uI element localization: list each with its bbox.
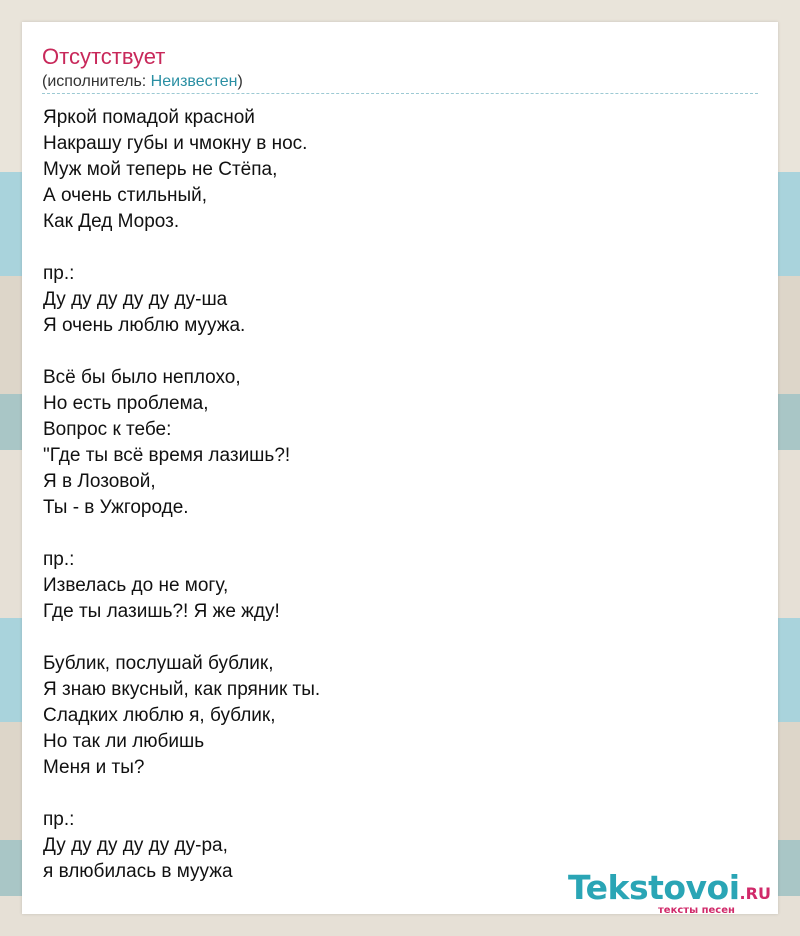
logo-tagline: тексты песен: [658, 905, 735, 916]
lyric-line: Всё бы было неплохо,: [43, 367, 241, 388]
lyric-line: Ты - в Ужгороде.: [43, 497, 189, 518]
lyric-line: я влюбилась в муужа: [43, 861, 233, 882]
lyric-line: Муж мой теперь не Стёпа,: [43, 159, 278, 180]
lyric-line: пр.:: [43, 809, 75, 830]
lyric-line: [43, 521, 320, 547]
lyric-line: Вопрос к тебе:: [43, 419, 172, 440]
lyric-line: А очень стильный,: [43, 185, 208, 206]
lyric-line: Ду ду ду ду ду ду-ша: [43, 289, 228, 310]
lyric-line: пр.:: [43, 263, 75, 284]
artist-suffix: ): [237, 73, 243, 90]
site-logo[interactable]: [568, 868, 771, 916]
lyric-line: Но есть проблема,: [43, 393, 209, 414]
lyric-line: [43, 781, 320, 807]
divider: [42, 93, 758, 94]
lyric-line: Я в Лозовой,: [43, 471, 156, 492]
lyrics-card: [22, 22, 778, 914]
artist-link[interactable]: Неизвестен: [150, 73, 238, 90]
song-title: Отсутствует: [42, 44, 166, 69]
lyric-line: Меня и ты?: [43, 757, 145, 778]
artist-line: [42, 73, 243, 91]
lyric-line: Но так ли любишь: [43, 731, 205, 752]
lyric-line: "Где ты всё время лазишь?!: [43, 445, 291, 466]
lyric-line: Я очень люблю муужа.: [43, 315, 246, 336]
artist-prefix: (исполнитель:: [42, 73, 151, 90]
lyric-line: Яркой помадой красной: [43, 107, 255, 128]
lyric-line: пр.:: [43, 549, 75, 570]
logo-tld: .RU: [739, 884, 771, 903]
logo-text: Tekstovoi: [568, 868, 740, 907]
lyric-line: [43, 339, 320, 365]
lyric-line: Накрашу губы и чмокну в нос.: [43, 133, 308, 154]
lyric-line: Сладких люблю я, бублик,: [43, 705, 276, 726]
lyric-line: Ду ду ду ду ду ду-ра,: [43, 835, 228, 856]
lyric-line: [43, 625, 320, 651]
lyric-line: Где ты лазишь?! Я же жду!: [43, 601, 280, 622]
lyric-line: [43, 235, 320, 261]
lyrics-text: [43, 105, 320, 885]
lyric-line: Как Дед Мороз.: [43, 211, 180, 232]
lyric-line: Бублик, послушай бублик,: [43, 653, 274, 674]
lyric-line: Я знаю вкусный, как пряник ты.: [43, 679, 321, 700]
lyric-line: Извелась до не могу,: [43, 575, 229, 596]
